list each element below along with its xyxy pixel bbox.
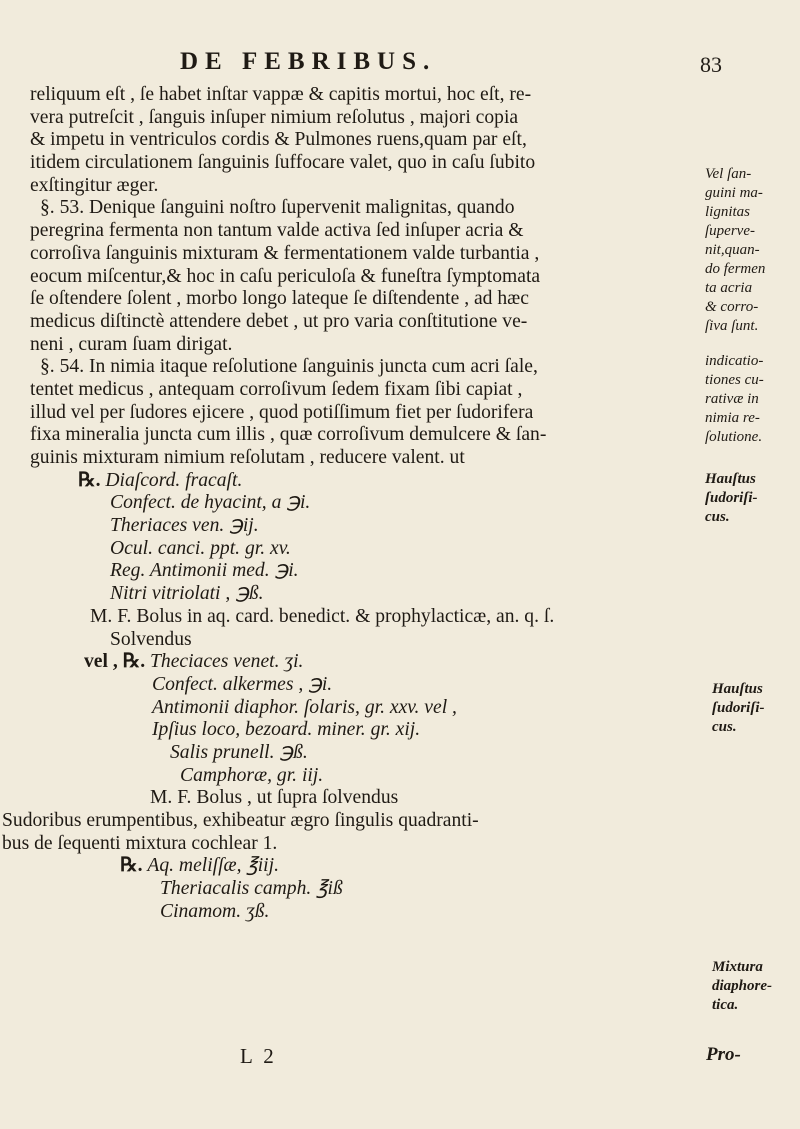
margin-note bbox=[712, 958, 800, 1015]
recipe-solvendus: Solvendus bbox=[110, 628, 192, 650]
margin-line: Hauſtus bbox=[712, 681, 763, 697]
margin-line: diaphore- bbox=[712, 978, 772, 994]
margin-line: guini ma- bbox=[705, 185, 763, 201]
body-line: eocum miſcentur,& hoc in caſu periculoſa & funeſtra ſymptomata bbox=[30, 265, 541, 287]
body-line: peregrina fermenta non tantum valde activa ſed inſuper acria & bbox=[30, 220, 524, 242]
recipe-line bbox=[30, 538, 690, 561]
margin-line: ſolutione. bbox=[705, 429, 763, 445]
recipe-ingredient: Cinamom. ʒß. bbox=[160, 900, 270, 922]
margin-note bbox=[705, 352, 800, 447]
catchword: Pro- bbox=[706, 1044, 741, 1065]
body-line: & impetu in ventriculos cordis & Pulmones ruens,quam par eſt, bbox=[30, 129, 527, 151]
running-title: DE FEBRIBUS. bbox=[180, 48, 437, 75]
page-header bbox=[0, 46, 800, 86]
recipe-mark: ℞. bbox=[78, 469, 101, 491]
margin-line: rativæ in bbox=[705, 391, 759, 407]
recipe-line bbox=[30, 697, 690, 720]
section-53-line: §. 53. Denique ſanguini noſtro ſupervenit malignitas, quando bbox=[40, 197, 515, 219]
recipe-ingredient: Salis prunell. ℈ß. bbox=[170, 741, 308, 763]
recipe-line bbox=[30, 674, 690, 697]
recipe-line bbox=[30, 855, 690, 878]
recipe-2 bbox=[30, 651, 690, 810]
body-line: illud vel per ſudores ejicere , quod potiſſimum fiet per ſudorifera bbox=[30, 401, 534, 423]
body-line: fixa mineralia juncta cum illis , quæ corroſivum demulcere & ſan- bbox=[30, 424, 547, 446]
recipe-mark: ℞. bbox=[120, 855, 143, 877]
margin-line: tica. bbox=[712, 997, 739, 1013]
margin-line: ſudoriſi- bbox=[705, 490, 758, 506]
body-line: medicus diſtinctè attendere debet , ut pro varia conſtitutione ve- bbox=[30, 310, 528, 332]
recipe-line bbox=[30, 878, 690, 901]
margin-line: do fermen bbox=[705, 261, 766, 277]
body-line: ſe oſtendere ſolent , morbo longo lateque ſe diſtendente , ad hæc bbox=[30, 288, 529, 310]
body-line: reliquum eſt , ſe habet inſtar vappæ & capitis mortui, hoc eſt, re- bbox=[30, 84, 532, 105]
recipe-ingredient: Aq. meliſſæ, ℥iij. bbox=[147, 855, 279, 877]
body-line: bus de ſequenti mixtura cochlear 1. bbox=[2, 832, 278, 854]
margin-line: indicatio- bbox=[705, 353, 764, 369]
recipe-ingredient: Reg. Antimonii med. ℈i. bbox=[110, 560, 299, 582]
body-line: tentet medicus , antequam corroſivum ſedem fixam ſibi capiat , bbox=[30, 378, 523, 400]
body-line: exſtingitur æger. bbox=[30, 174, 159, 196]
margin-line: & corro- bbox=[705, 299, 759, 315]
recipe-line bbox=[30, 765, 690, 788]
body-line: neni , curam ſuam dirigat. bbox=[30, 333, 233, 355]
margin-line: cus. bbox=[705, 509, 730, 525]
recipe-ingredient: Theriaces ven. ℈ij. bbox=[110, 515, 259, 537]
main-text bbox=[2, 84, 690, 923]
recipe-ingredient: Diaſcord. fracaſt. bbox=[105, 469, 243, 491]
margin-note bbox=[712, 680, 800, 737]
recipe-line bbox=[30, 560, 690, 583]
margin-line: lignitas bbox=[705, 204, 751, 220]
recipe-line bbox=[30, 719, 690, 742]
recipe-line bbox=[30, 515, 690, 538]
recipe-ingredient: Theriacalis camph. ℥iß bbox=[160, 878, 343, 900]
margin-line: ſuperve- bbox=[705, 223, 755, 239]
recipe-line bbox=[30, 651, 690, 674]
signature-mark: L 2 bbox=[240, 1044, 277, 1068]
recipe-ingredient: Camphoræ, gr. iij. bbox=[180, 764, 324, 786]
margin-line: ſudoriſi- bbox=[712, 700, 765, 716]
margin-line: Mixtura bbox=[712, 959, 763, 975]
section-54-line: §. 54. In nimia itaque reſolutione ſanguinis juncta cum acri ſale, bbox=[40, 356, 538, 378]
margin-note bbox=[705, 165, 800, 336]
recipe-ingredient: Ocul. canci. ppt. gr. xv. bbox=[110, 537, 291, 559]
recipe-closing: M. F. Bolus , ut ſupra ſolvendus bbox=[150, 787, 399, 809]
margin-line: cus. bbox=[712, 719, 737, 735]
body-line: guinis mixturam nimium reſolutam , reducere valent. ut bbox=[30, 447, 465, 468]
margin-line: ſiva ſunt. bbox=[705, 318, 759, 334]
recipe-ingredient: Confect. de hyacint, a ℈i. bbox=[110, 492, 311, 514]
recipe-1 bbox=[30, 470, 690, 652]
body-line: itidem circulationem ſanguinis ſuffocare valet, quo in caſu ſubito bbox=[30, 152, 536, 174]
margin-note bbox=[705, 470, 800, 527]
recipe-ingredient: Ipſius loco, bezoard. miner. gr. xij. bbox=[152, 719, 421, 741]
body-line: Sudoribus erumpentibus, exhibeatur ægro ſingulis quadranti- bbox=[2, 810, 479, 831]
body-line: vera putreſcit , ſanguis inſuper nimium reſolutus , majori copia bbox=[30, 106, 519, 128]
margin-line: Vel ſan- bbox=[705, 166, 752, 182]
recipe-line bbox=[30, 742, 690, 765]
margin-line: Hauſtus bbox=[705, 471, 756, 487]
body-line: corroſiva ſanguinis mixturam & fermentationem valde turbantia , bbox=[30, 242, 540, 264]
recipe-line bbox=[30, 492, 690, 515]
margin-line: tiones cu- bbox=[705, 372, 764, 388]
recipe-mark: vel , ℞. bbox=[84, 651, 146, 673]
recipe-closing: M. F. Bolus in aq. card. benedict. & prophylacticæ, an. q. ſ. bbox=[90, 605, 555, 627]
page-number: 83 bbox=[700, 52, 722, 77]
recipe-ingredient: Nitri vitriolati , ℈ß. bbox=[110, 583, 264, 605]
recipe-ingredient: Theciaces venet. ʒi. bbox=[150, 651, 304, 673]
recipe-line bbox=[30, 470, 690, 493]
recipe-line bbox=[30, 901, 690, 924]
recipe-ingredient: Antimonii diaphor. ſolaris, gr. xxv. vel , bbox=[152, 696, 457, 718]
margin-line: nimia re- bbox=[705, 410, 760, 426]
margin-line: nit,quan- bbox=[705, 242, 760, 258]
margin-line: ta acria bbox=[705, 280, 753, 296]
recipe-ingredient: Confect. alkermes , ℈i. bbox=[152, 673, 333, 695]
recipe-3 bbox=[30, 855, 690, 923]
recipe-line bbox=[30, 583, 690, 606]
